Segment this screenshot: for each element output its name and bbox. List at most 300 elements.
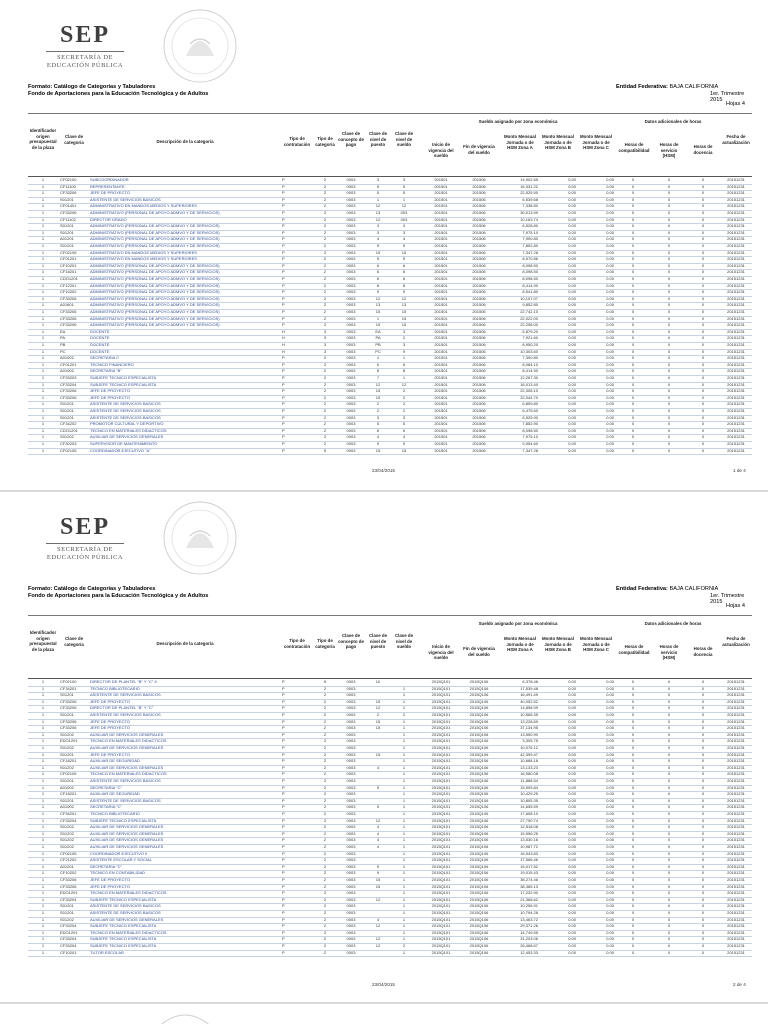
cell-descripcion: TECNICO EN MATERIALES DIDACTICOS [90,738,167,744]
cell-nivel-puesto: 6 [376,262,380,268]
cell-zona-b: 0.00 [568,923,576,929]
cell-nivel-sueldo: 2 [402,335,406,341]
cell-zona-a: 42,399.47 [520,751,538,757]
cell-clave-categoria: CF33206 [60,718,77,724]
cell-zona-b: 0.00 [568,177,576,182]
cell-zona-a: 12,453.33 [520,949,538,955]
cell-fin: 2015Q106 [469,725,489,731]
entidad-federativa [616,586,718,592]
cell-tipo-categoria: 2 [323,949,327,955]
cell-clave-concepto: 0003 [346,229,356,235]
cell-horas-compat: 0 [631,725,635,731]
cell-tipo-categoria: 2 [323,725,327,731]
cell-nivel-sueldo: 1 [402,863,406,869]
cell-fin: 201506 [472,408,486,413]
cell-tipo-contratacion: P [282,877,285,882]
cell-horas-compat: 0 [631,692,635,698]
cell-tipo-categoria: 2 [323,705,327,711]
cell-clave-concepto: 0003 [346,929,356,935]
cell-identificador: 1 [41,791,45,797]
cell-inicio: 2015Q101 [431,824,451,830]
cell-clave-concepto: 0003 [346,698,356,704]
cell-fin: 201506 [472,256,486,262]
cell-descripcion: AUXILIAR DE SERVICIOS GENERALES [90,916,164,922]
cell-zona-a: 10,688.16 [520,758,538,764]
cell-nivel-puesto: 9 [376,870,380,876]
cell-inicio: 2015Q101 [431,712,451,717]
cell-identificador: 1 [41,797,45,803]
cell-zona-b: 0.00 [568,804,576,810]
cell-descripcion: JEFE DE PROYECTO [90,883,130,889]
cell-horas-docencia: 0 [701,896,705,902]
cell-zona-c: 0.00 [606,183,614,189]
cell-nivel-puesto: 4 [376,844,380,849]
cell-nivel-sueldo: 1 [402,731,406,737]
cell-horas-compat: 0 [631,441,635,446]
cell-zona-a: 16,331.22 [520,183,538,189]
cell-clave-categoria: CF10202 [60,870,77,876]
cell-tipo-categoria: 2 [323,269,327,275]
cell-tipo-categoria: 5 [323,447,327,453]
cell-horas-compat: 0 [631,844,635,849]
cell-inicio: 2015Q101 [431,936,451,942]
cell-fecha: 20151231 [727,249,745,255]
cell-zona-b: 0.00 [568,685,576,691]
cell-fecha: 20151231 [727,850,745,856]
entidad-federativa [616,84,718,90]
cell-horas-servicio: 0 [667,282,671,288]
cell-fin: 201506 [472,216,486,222]
cell-tipo-contratacion: P [282,910,285,915]
cell-inicio: 2015Q101 [431,910,451,915]
th-zona-c: Monto Mensual Jornada o de HSM Zona C [580,134,612,151]
cell-tipo-categoria: 2 [323,408,327,413]
cell-identificador: 1 [41,223,45,229]
cell-descripcion: REPRESENTANTE [90,183,125,189]
hojas: Hojas 4 [726,101,745,107]
cell-identificador: 1 [41,771,45,777]
cell-nivel-puesto: 12 [375,705,381,711]
cell-clave-categoria: CF11102 [60,216,76,222]
cell-clave-concepto: 0003 [346,210,356,215]
cell-inicio: 2015Q101 [431,745,451,750]
cell-tipo-categoria: 3 [323,335,327,341]
cell-horas-servicio: 0 [667,196,671,202]
cell-tipo-categoria: 2 [323,791,327,797]
cell-zona-c: 0.00 [606,830,614,836]
cell-nivel-sueldo: 1 [402,916,406,922]
cell-inicio: 2015Q101 [431,811,451,816]
cell-tipo-contratacion: P [282,718,285,724]
th-tipo-categoria: Tipo de categoría [315,638,335,649]
cell-nivel-puesto: 6 [376,361,380,367]
cell-clave-concepto: 0003 [346,328,356,334]
cell-identificador: 1 [41,210,45,215]
cell-zona-a: 8,950.20 [522,342,538,347]
cell-clave-concepto: 0003 [346,844,356,849]
cell-identificador: 1 [41,929,45,935]
cell-zona-a: 37,134.95 [520,725,538,731]
cell-zona-b: 0.00 [568,949,576,955]
cell-zona-b: 0.00 [568,183,576,189]
cell-fin: 2015Q106 [469,705,489,711]
cell-zona-c: 0.00 [606,903,614,909]
cell-clave-categoria: A01201 [60,863,74,869]
cell-tipo-categoria: 2 [323,837,327,843]
cell-tipo-contratacion: P [282,401,285,407]
cell-clave-categoria: CF10201 [60,262,77,268]
cell-tipo-contratacion: P [282,949,285,955]
cell-nivel-sueldo: 15 [401,309,407,314]
cell-zona-a: 13,228.69 [520,718,538,724]
cell-horas-docencia: 0 [701,183,705,189]
cell-horas-servicio: 0 [667,916,671,922]
cell-zona-b: 0.00 [568,890,576,896]
cell-inicio: 2015Q101 [431,758,451,764]
cell-tipo-contratacion: P [282,692,285,698]
cell-clave-concepto: 0003 [346,870,356,876]
cell-fecha: 20151231 [727,685,745,691]
cell-tipo-categoria: 2 [323,183,327,189]
cell-inicio: 2015Q101 [431,685,451,691]
cell-horas-servicio: 0 [667,295,671,301]
cell-tipo-categoria: 2 [323,427,327,433]
cell-clave-categoria: CF33204 [60,896,77,902]
cell-zona-a: 17,232.90 [520,890,538,896]
cell-inicio: 201501 [434,203,448,209]
cell-tipo-contratacion: P [282,850,285,856]
cell-horas-docencia: 0 [701,890,705,896]
cell-horas-compat: 0 [631,731,635,737]
cell-clave-concepto: 0003 [346,375,356,380]
cell-fecha: 20151231 [727,322,745,328]
cell-horas-servicio: 0 [667,328,671,334]
cell-identificador: 1 [41,784,45,790]
cell-zona-b: 0.00 [568,289,576,295]
cell-horas-docencia: 0 [701,361,705,367]
cell-clave-categoria: S01202 [60,916,74,922]
cell-nivel-sueldo: 1 [402,705,406,711]
th-horas-compat: Horas de compatibilidad [618,142,650,153]
cell-clave-categoria: PC [60,348,66,354]
table-row [28,950,752,958]
cell-clave-categoria: CF10202 [60,289,77,295]
cell-horas-docencia: 0 [701,236,705,242]
cell-identificador: 1 [41,355,45,361]
cell-inicio: 2015Q101 [431,896,451,902]
cell-fin: 2015Q106 [469,830,489,836]
cell-horas-compat: 0 [631,771,635,777]
cell-horas-docencia: 0 [701,877,705,882]
cell-fin: 201506 [472,434,486,440]
cell-nivel-sueldo: 1 [402,375,406,380]
cell-zona-a: 8,414.90 [522,282,538,288]
cell-fin: 201506 [472,177,486,182]
cell-zona-b: 0.00 [568,256,576,262]
cell-nivel-sueldo: 1 [402,692,406,698]
cell-horas-docencia: 0 [701,883,705,889]
cell-inicio: 2015Q101 [431,844,451,849]
cell-descripcion: ASISTENTE ESCOLAR Y SOCIAL [90,857,152,863]
cell-horas-servicio: 0 [667,685,671,691]
cell-tipo-contratacion: P [282,309,285,314]
cell-nivel-sueldo: 1 [402,698,406,704]
cell-fin: 201506 [472,414,486,420]
cell-zona-c: 0.00 [606,421,614,427]
cell-fecha: 20151231 [727,910,745,915]
cell-tipo-contratacion: P [282,441,285,446]
cell-inicio: 2015Q101 [431,830,451,836]
cell-horas-compat: 0 [631,883,635,889]
cell-tipo-categoria: 2 [323,210,327,215]
cell-identificador: 1 [41,328,45,334]
cell-fecha: 20151231 [727,764,745,770]
cell-fin: 2015Q106 [469,824,489,830]
cell-zona-c: 0.00 [606,844,614,849]
cell-clave-concepto: 0003 [346,857,356,863]
cell-horas-servicio: 0 [667,381,671,387]
cell-clave-categoria: CF02100 [60,679,77,684]
cell-inicio: 201501 [434,289,448,295]
cell-identificador: 1 [41,857,45,863]
cell-identificador: 1 [41,778,45,783]
th-clave-nivel-puesto: Clave de nivel de puesto [368,633,388,650]
cell-fecha: 20151231 [727,236,745,242]
cell-identificador: 1 [41,203,45,209]
cell-clave-categoria: S01202 [60,731,74,737]
cell-inicio: 2015Q101 [431,679,451,684]
cell-tipo-categoria: 2 [323,883,327,889]
cell-tipo-categoria: 2 [323,421,327,427]
cell-fecha: 20151231 [727,784,745,790]
cell-tipo-categoria: 2 [323,381,327,387]
cell-zona-b: 0.00 [568,282,576,288]
cell-nivel-puesto: 5 [376,243,380,248]
cell-horas-docencia: 0 [701,811,705,816]
cell-nivel-sueldo: 1 [402,771,406,777]
cell-zona-c: 0.00 [606,441,614,446]
cell-zona-b: 0.00 [568,824,576,830]
cell-clave-categoria: CF33206 [60,295,77,301]
cell-horas-servicio: 0 [667,863,671,869]
cell-zona-c: 0.00 [606,751,614,757]
cell-clave-categoria: EA [60,328,66,334]
cell-nivel-puesto: 12 [375,943,381,948]
cell-identificador: 1 [41,282,45,288]
cell-clave-categoria: CF33206 [60,698,77,704]
cell-descripcion: ADMINISTRATIVO (PERSONAL DE APOYO ADMVO Y DE SERVICIOS) [90,309,220,314]
cell-nivel-sueldo: 1 [402,870,406,876]
cell-horas-servicio: 0 [667,368,671,374]
cell-tipo-contratacion: P [282,923,285,929]
cell-tipo-categoria: 2 [323,863,327,869]
cell-fin: 201506 [472,375,486,380]
cell-nivel-sueldo: 5 [402,421,406,427]
cell-tipo-categoria: 2 [323,441,327,446]
cell-fecha: 20151231 [727,262,745,268]
cell-fin: 201506 [472,236,486,242]
cell-descripcion: AUXILIAR DE SERVICIOS GENERALES [90,745,164,750]
cell-zona-b: 0.00 [568,850,576,856]
cell-inicio: 2015Q101 [431,943,451,948]
cell-fecha: 20151231 [727,414,745,420]
cell-descripcion: JEFE DE PROYECTO [90,388,130,394]
th-clave-nivel-puesto: Clave de nivel de puesto [368,131,388,148]
cell-horas-compat: 0 [631,837,635,843]
cell-zona-b: 0.00 [568,447,576,453]
cell-nivel-puesto: 15 [375,698,381,704]
cell-inicio: 201501 [434,223,448,229]
cell-zona-b: 0.00 [568,811,576,816]
cell-tipo-contratacion: P [282,381,285,387]
cell-descripcion: TECNICO EN MATERIALES DIDACTICOS [90,771,167,777]
cell-horas-servicio: 0 [667,203,671,209]
cell-horas-docencia: 0 [701,692,705,698]
cell-horas-compat: 0 [631,870,635,876]
cell-tipo-contratacion: P [282,282,285,288]
cell-tipo-categoria: 2 [323,692,327,698]
cell-zona-b: 0.00 [568,401,576,407]
cell-nivel-puesto: 1 [376,315,380,321]
cell-nivel-puesto: 2 [376,712,380,717]
cell-clave-categoria: CF34201 [60,685,77,691]
cell-horas-docencia: 0 [701,903,705,909]
cell-horas-servicio: 0 [667,698,671,704]
cell-zona-c: 0.00 [606,949,614,955]
cell-nivel-sueldo: 1 [402,883,406,889]
cell-identificador: 1 [41,421,45,427]
cell-fin: 2015Q106 [469,870,489,876]
cell-nivel-puesto: 8 [376,282,380,288]
cell-fecha: 20151231 [727,381,745,387]
cell-identificador: 1 [41,830,45,836]
cell-horas-servicio: 0 [667,751,671,757]
cell-tipo-contratacion: P [282,276,285,281]
cell-clave-categoria: CF01401 [60,203,77,209]
cell-identificador: 1 [41,401,45,407]
cell-identificador: 1 [41,394,45,400]
cell-identificador: 1 [41,375,45,380]
cell-descripcion: ASISTENTE DE SERVICIOS BASICOS [90,196,161,202]
cell-horas-compat: 0 [631,421,635,427]
cell-zona-c: 0.00 [606,388,614,394]
cell-fin: 2015Q106 [469,896,489,902]
cell-tipo-contratacion: P [282,936,285,942]
cell-horas-compat: 0 [631,328,635,334]
cell-horas-docencia: 0 [701,414,705,420]
cell-horas-servicio: 0 [667,216,671,222]
cell-zona-c: 0.00 [606,745,614,750]
cell-descripcion: DIRECTOR DE PLANTEL "B" Y "C" II [90,679,157,684]
cell-nivel-sueldo: 1 [402,896,406,902]
cell-nivel-sueldo: 1 [402,824,406,830]
cell-horas-docencia: 0 [701,394,705,400]
cell-descripcion: ADMINISTRATIVO EN MANDOS MEDIOS Y SUPERIORES [90,249,197,255]
cell-horas-compat: 0 [631,302,635,308]
cell-inicio: 201501 [434,183,448,189]
cell-identificador: 1 [41,910,45,915]
cell-descripcion: COORDINADOR EJECUTIVO "A" [90,447,151,453]
cell-identificador: 1 [41,414,45,420]
cell-descripcion: ADMINISTRATIVO (PERSONAL DE APOYO ADMVO Y DE SERVICIOS) [90,289,220,295]
cell-fecha: 20151231 [727,302,745,308]
cell-tipo-categoria: 2 [323,315,327,321]
cell-clave-concepto: 0003 [346,797,356,803]
cell-zona-a: 10,163.74 [520,216,538,222]
cell-clave-categoria: PB [60,342,66,347]
cell-tipo-contratacion: P [282,811,285,816]
cell-descripcion: AUXILIAR DE SERVICIOS GENERALES [90,731,164,737]
cell-horas-servicio: 0 [667,447,671,453]
cell-horas-compat: 0 [631,447,635,453]
cell-nivel-sueldo: 5 [402,256,406,262]
cell-zona-a: 21,368.62 [520,896,538,902]
cell-zona-a: 38,274.46 [520,877,538,882]
cell-tipo-contratacion: P [282,764,285,770]
cell-fecha: 20151231 [727,342,745,347]
cell-fin: 201506 [472,289,486,295]
cell-clave-categoria: S01201 [60,692,74,698]
cell-tipo-categoria: 2 [323,817,327,823]
cell-zona-a: 14,655.59 [520,804,538,810]
cell-inicio: 2015Q101 [431,725,451,731]
cell-clave-concepto: 0003 [346,223,356,229]
cell-horas-servicio: 0 [667,890,671,896]
cell-tipo-categoria: 2 [323,936,327,942]
cell-nivel-sueldo: 1 [402,804,406,810]
cell-zona-b: 0.00 [568,421,576,427]
cell-inicio: 2015Q101 [431,718,451,724]
cell-zona-c: 0.00 [606,679,614,684]
cell-horas-docencia: 0 [701,243,705,248]
cell-clave-categoria: A01201 [60,236,74,242]
cell-clave-categoria: CF33206 [60,315,77,321]
cell-clave-categoria: CF33206 [60,883,77,889]
cell-fin: 2015Q106 [469,679,489,684]
cell-zona-c: 0.00 [606,837,614,843]
cell-zona-a: 7,975.10 [522,229,538,235]
cell-descripcion: SECRETARIA "C" [90,804,122,810]
th-tipo-contratacion: Tipo de contratación [283,638,311,649]
cell-horas-compat: 0 [631,381,635,387]
cell-zona-c: 0.00 [606,256,614,262]
cell-zona-a: 6,539.68 [522,196,538,202]
document-page-1 [0,0,768,490]
cell-nivel-puesto: 13 [375,210,381,215]
th-sueldo-group: Sueldo asignado por zona económica [478,621,558,626]
cell-descripcion: SUBJEFE TECNICO ESPECIALISTA [90,375,157,380]
cell-tipo-categoria: 2 [323,685,327,691]
cell-tipo-contratacion: P [282,896,285,902]
cell-horas-compat: 0 [631,223,635,229]
cell-zona-a: 13,550.90 [520,731,538,737]
cell-nivel-sueldo: 1 [402,903,406,909]
cell-horas-servicio: 0 [667,797,671,803]
cell-nivel-puesto: 5 [376,863,380,869]
cell-horas-docencia: 0 [701,778,705,783]
cell-inicio: 201501 [434,315,448,321]
cell-fecha: 20151231 [727,804,745,810]
cell-horas-docencia: 0 [701,355,705,361]
cell-horas-docencia: 0 [701,857,705,863]
cell-horas-servicio: 0 [667,408,671,413]
cell-descripcion: ADMINISTRATIVO (PERSONAL DE APOYO ADMVO Y DE SERVICIOS) [90,210,220,215]
cell-inicio: 201501 [434,401,448,407]
cell-inicio: 2015Q101 [431,857,451,863]
cell-tipo-categoria: 2 [323,434,327,440]
cell-zona-b: 0.00 [568,328,576,334]
cell-identificador: 1 [41,348,45,354]
